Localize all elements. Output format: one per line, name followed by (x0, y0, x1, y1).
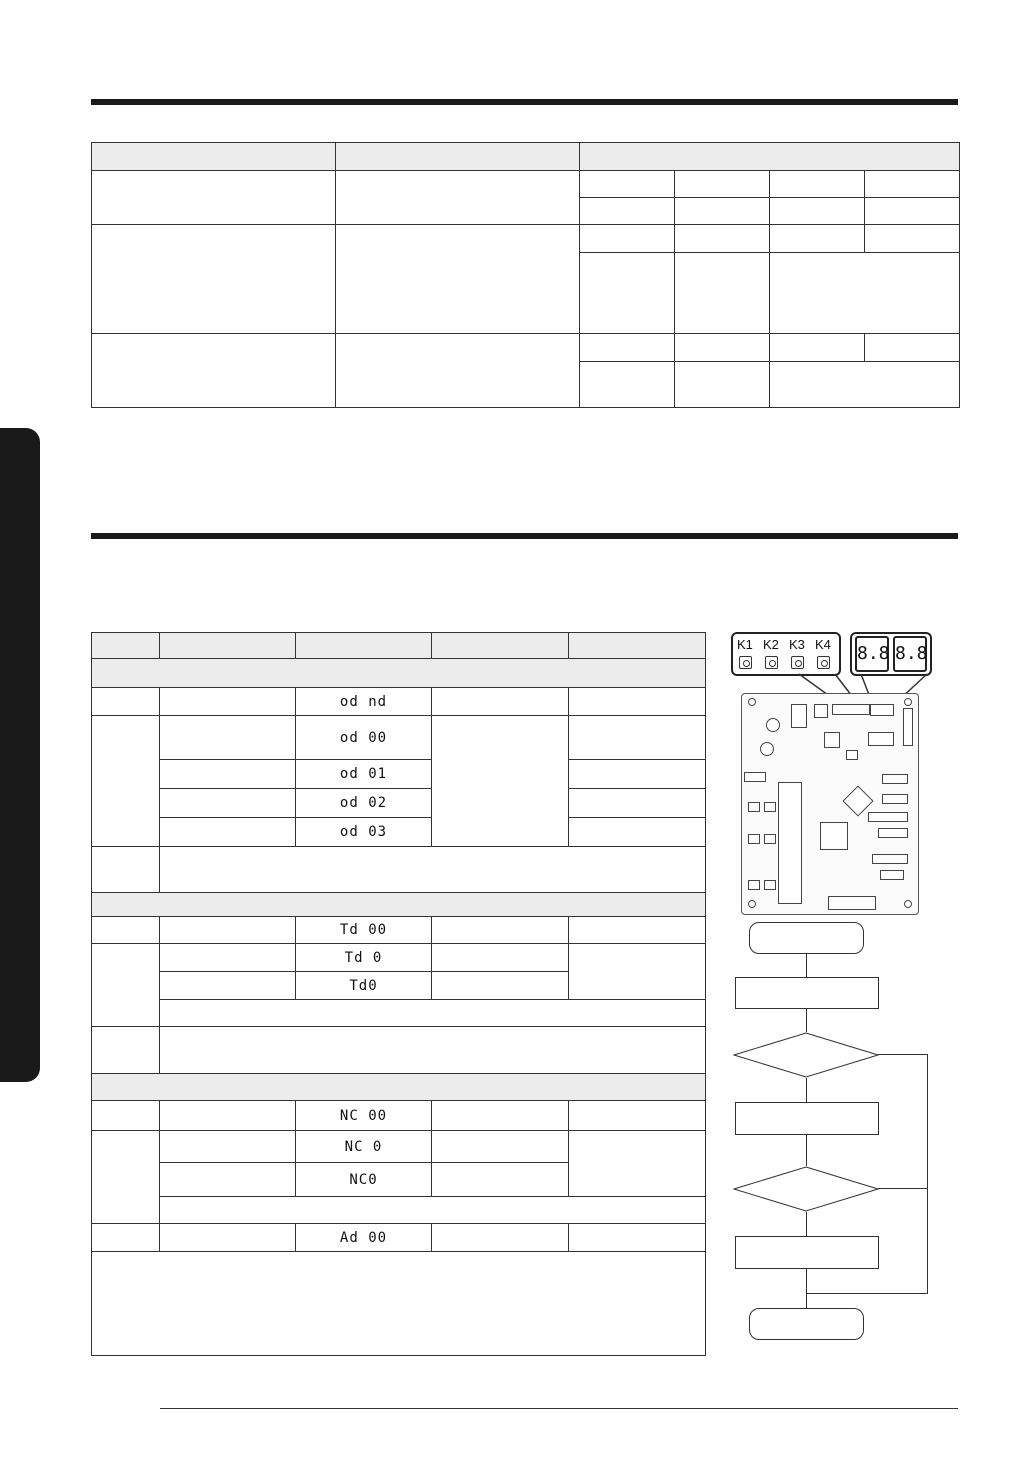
table-cell (675, 253, 770, 334)
ic-chip (820, 822, 848, 850)
display-code: Ad 00 (296, 1224, 432, 1252)
pcb-board-illustration (741, 693, 919, 915)
pcb-component (748, 802, 760, 812)
table1-row3-desc (336, 334, 580, 408)
table-cell (580, 198, 675, 225)
display-code: Td0 (296, 972, 432, 1000)
table-cell (432, 944, 569, 972)
capacitor (760, 742, 774, 756)
table-cell (432, 716, 569, 847)
table-cell (675, 171, 770, 198)
table-cell (569, 944, 706, 1000)
flow-connector (806, 1078, 807, 1102)
table-note-cell (160, 847, 706, 893)
table-cell (675, 198, 770, 225)
display-code: od 01 (296, 760, 432, 789)
table-cell (92, 688, 160, 716)
table-cell (92, 716, 160, 847)
pcb-connector (882, 794, 908, 804)
table-cell (580, 171, 675, 198)
table-cell (432, 1163, 569, 1197)
table-cell (569, 716, 706, 760)
table-cell (770, 362, 960, 408)
pcb-connector (878, 828, 908, 838)
table1-header-col3 (580, 143, 960, 171)
pcb-connector (882, 774, 908, 784)
table-cell (92, 1101, 160, 1131)
flow-decision-2 (733, 1166, 879, 1212)
table-cell (160, 1163, 296, 1197)
flow-step-3 (735, 1236, 879, 1269)
key-switch-row (832, 704, 870, 715)
table-cell (569, 818, 706, 847)
flow-step-1 (735, 977, 879, 1009)
key-button-icon (791, 656, 804, 669)
table-cell (569, 789, 706, 818)
table-cell (432, 972, 569, 1000)
pcb-component (846, 750, 858, 760)
table-cell (160, 972, 296, 1000)
table-cell (160, 789, 296, 818)
table-cell (160, 716, 296, 760)
table-cell (569, 760, 706, 789)
key-label: K3 (789, 637, 805, 652)
table-cell (160, 688, 296, 716)
table-note-cell (160, 1027, 706, 1074)
pcb-connector (903, 708, 913, 746)
table-cell (675, 225, 770, 253)
flow-bypass-line (806, 1293, 928, 1294)
table-cell (160, 818, 296, 847)
table-cell (92, 1131, 160, 1224)
table-cell (432, 1131, 569, 1163)
mount-hole (748, 698, 756, 706)
display-code-table (91, 632, 706, 1356)
flow-bypass-line (878, 1054, 928, 1055)
table-cell (569, 1101, 706, 1131)
pcb-component (764, 880, 776, 890)
table-cell (92, 1224, 160, 1252)
table2-header-col2 (160, 633, 296, 659)
table2-header-col5 (569, 633, 706, 659)
display-code: Td 00 (296, 917, 432, 944)
table-cell (160, 1224, 296, 1252)
pcb-component (748, 834, 760, 844)
table1-row3-name (92, 334, 336, 408)
table-cell (569, 688, 706, 716)
table1-row2-desc (336, 225, 580, 334)
key-label: K2 (763, 637, 779, 652)
chapter-side-tab (0, 428, 40, 1082)
mount-hole (904, 900, 912, 908)
flow-step-2 (735, 1102, 879, 1135)
table-cell (92, 917, 160, 944)
pcb-component (764, 802, 776, 812)
table-cell (92, 1027, 160, 1074)
key-button-icon (739, 656, 752, 669)
table-cell (160, 1101, 296, 1131)
table-cell (569, 1131, 706, 1197)
table2-header-col4 (432, 633, 569, 659)
relay-column (778, 782, 802, 904)
flow-end (749, 1308, 864, 1340)
flow-bypass-line (878, 1188, 928, 1189)
table-cell (160, 1131, 296, 1163)
table-cell (770, 225, 865, 253)
table-cell (160, 944, 296, 972)
pcb-component (868, 732, 894, 746)
table-cell (92, 944, 160, 1027)
pcb-connector (880, 870, 904, 880)
table1-row2-name (92, 225, 336, 334)
table-cell (865, 334, 960, 362)
pcb-component (748, 880, 760, 890)
table-cell (675, 362, 770, 408)
table-cell (580, 334, 675, 362)
key-label: K4 (815, 637, 831, 652)
table-cell (770, 334, 865, 362)
settings-table (91, 142, 960, 408)
table-cell (770, 253, 960, 334)
display-code: NC 0 (296, 1131, 432, 1163)
flow-bypass-line (927, 1054, 928, 1294)
capacitor (766, 718, 780, 732)
table-cell (160, 917, 296, 944)
table-cell (675, 334, 770, 362)
table-footnote-cell (92, 1252, 706, 1356)
led-display-module (870, 704, 894, 716)
flow-start (749, 922, 864, 954)
table-cell (432, 917, 569, 944)
table1-header-col2 (336, 143, 580, 171)
display-code: NC 00 (296, 1101, 432, 1131)
table-cell (865, 171, 960, 198)
mount-hole (904, 698, 912, 706)
pcb-connector (868, 812, 908, 822)
pcb-component (791, 704, 807, 728)
table-cell (569, 917, 706, 944)
table1-header-col1 (92, 143, 336, 171)
table1-row1-name (92, 171, 336, 225)
table-cell (865, 225, 960, 253)
table-cell (432, 1101, 569, 1131)
flow-connector (806, 1268, 807, 1308)
table-cell (580, 362, 675, 408)
key-button-icon (817, 656, 830, 669)
pcb-component (764, 834, 776, 844)
pcb-component (824, 732, 840, 748)
segment-digit: 8.8 (855, 636, 889, 672)
table-cell (580, 225, 675, 253)
flow-decision-1 (733, 1032, 879, 1078)
flow-connector (806, 953, 807, 977)
mount-hole (748, 900, 756, 908)
section-rule-top (91, 99, 958, 105)
display-code: Td 0 (296, 944, 432, 972)
table-note-cell (160, 1197, 706, 1224)
terminal-block (828, 896, 876, 910)
display-code: od 03 (296, 818, 432, 847)
table-cell (865, 198, 960, 225)
table2-group-header-1 (92, 659, 706, 688)
table-cell (432, 688, 569, 716)
table-cell (569, 1224, 706, 1252)
table-cell (160, 760, 296, 789)
pcb-connector (872, 854, 908, 864)
display-code: NC0 (296, 1163, 432, 1197)
table2-group-header-2 (92, 893, 706, 917)
display-code: od 00 (296, 716, 432, 760)
display-code: od 02 (296, 789, 432, 818)
table-cell (770, 171, 865, 198)
table2-header-col1 (92, 633, 160, 659)
table-cell (770, 198, 865, 225)
table-cell (432, 1224, 569, 1252)
key-button-icon (765, 656, 778, 669)
display-code: od nd (296, 688, 432, 716)
table2-group-header-3 (92, 1074, 706, 1101)
table-note-cell (160, 1000, 706, 1027)
flow-connector (806, 1008, 807, 1032)
pcb-component (744, 772, 766, 782)
table1-row1-desc (336, 171, 580, 225)
footer-rule (160, 1408, 958, 1409)
table-cell (580, 253, 675, 334)
flow-connector (806, 1212, 807, 1236)
pcb-component (814, 704, 828, 718)
key-label: K1 (737, 637, 753, 652)
table2-header-col3 (296, 633, 432, 659)
section-rule-bottom (91, 533, 958, 539)
flow-connector (806, 1134, 807, 1166)
segment-digit: 8.8 (893, 636, 927, 672)
table-cell (92, 847, 160, 893)
